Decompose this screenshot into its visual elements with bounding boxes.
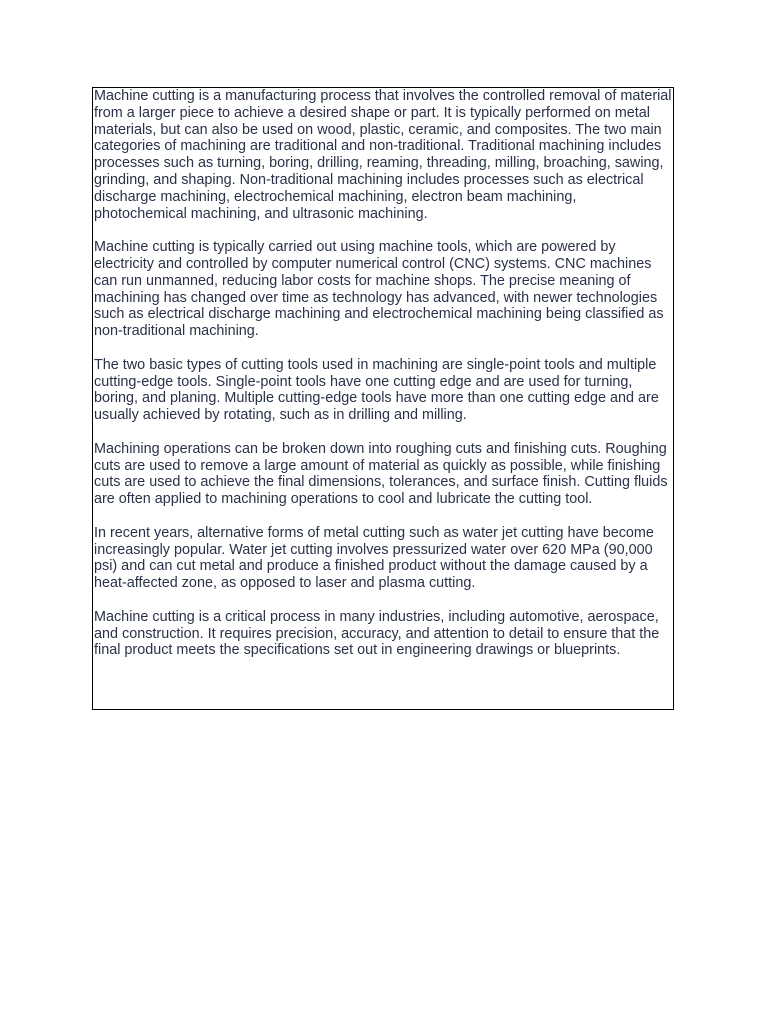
- paragraph-roughing-finishing: Machining operations can be broken down into roughing cuts and finishing cuts. Roughing cuts are used to remove a large amount of material as quickly as possible, while finishing cuts are used to achieve the final dimensions, tolerances, and surface finish. Cutting fluids are often applied to machining operations to cool and lubricate the cutting tool.: [94, 440, 668, 508]
- paragraph-machine-tools: Machine cutting is typically carried out using machine tools, which are powered by electricity and controlled by computer numerical control (CNC) systems. CNC machines can run unmanned, reducing labor costs for machine shops. The precise meaning of machining has changed over time as technology has advanced, with newer technologies such as electrical discharge machining and electrochemical machining being classified as non-traditional machining.: [94, 239, 664, 340]
- paragraph-water-jet: In recent years, alternative forms of metal cutting such as water jet cutting have become increasingly popular. Water jet cutting involves pressurized water over 620 MPa (90,000 psi) and can cut metal and produce a finished product without the damage caused by a heat-affected zone, as opposed to laser and plasma cutting.: [94, 524, 654, 592]
- text-box: [92, 87, 674, 710]
- paragraph-conclusion: Machine cutting is a critical process in many industries, including automotive, aerospace, and construction. It requires precision, accuracy, and attention to detail to ensure that the final product meets the specifications set out in engineering drawings or blueprints.: [94, 608, 660, 659]
- paragraph-cutting-tools: The two basic types of cutting tools used in machining are single-point tools and multiple cutting-edge tools. Single-point tools have one cutting edge and are used for turning, boring, and planing. Multiple cutting-edge tools have more than one cutting edge and are usually achieved by rotating, such as in drilling and milling.: [94, 356, 659, 424]
- paragraph-intro: Machine cutting is a manufacturing process that involves the controlled removal of material from a larger piece to achieve a desired shape or part. It is typically performed on metal materials, but can also be used on wood, plastic, ceramic, and composites. The two main categories of machining are traditional and non-traditional. Traditional machining includes processes such as turning, boring, drilling, reaming, threading, milling, broaching, sawing, grinding, and shaping. Non-traditional machining includes processes such as electrical discharge machining, electrochemical machining, electron beam machining, photochemical machining, and ultrasonic machining.: [94, 88, 672, 222]
